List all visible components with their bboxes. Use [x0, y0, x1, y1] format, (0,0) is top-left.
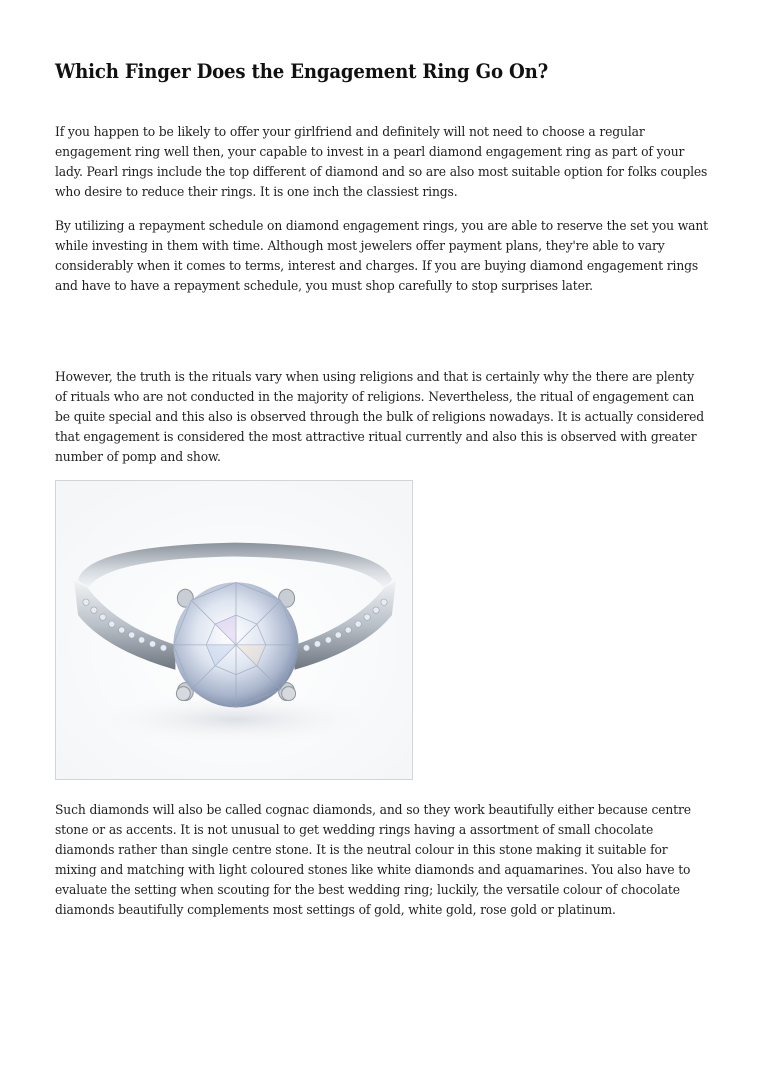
paragraph-1: If you happen to be likely to offer your girlfriend and definitely will not need to choose a regular engagement ring well then, your capable to invest in a pearl diamond engagement ring as part of your lady. Pearl rings include the top different of diamond and so are also most suitable option for folks couples who desire to reduce their rings. It is one inch the classiest rings. — [55, 125, 708, 200]
paragraph-3: However, the truth is the rituals vary when using religions and that is certainly why the there are plenty of rituals who are not conducted in the majority of religions. Nevertheless, the ritual of engagement can be quite special and this also is observed through the bulk of religions nowadays. It is actually considered that engagement is considered the most attractive ritual currently and also this is observed with greater number of pomp and show. — [55, 370, 705, 465]
diamond-ring-icon — [56, 481, 412, 779]
paragraph-2: By utilizing a repayment schedule on diamond engagement rings, you are able to reserve the set you want while investing in them with time. Although most jewelers offer payment plans, they're able to vary considerably when it comes to terms, interest and charges. If you are buying diamond engagement rings and have to have a repayment schedule, you must shop carefully to stop surprises later. — [55, 219, 708, 294]
paragraph-4: Such diamonds will also be called cognac diamonds, and so they work beautifully either because centre stone or as accents. It is not unusual to get wedding rings having a assortment of small chocolate diamonds rather than single centre stone. It is the neutral colour in this stone making it suitable for mixing and matching with light coloured stones like white diamonds and aquamarines. You also have to evaluate the setting when scouting for the best wedding ring; luckily, the versatile colour of chocolate diamonds beautifully complements most settings of gold, white gold, rose gold or platinum. — [55, 803, 691, 918]
page-title: Which Finger Does the Engagement Ring Go On? — [55, 60, 549, 83]
ring-image — [55, 480, 413, 780]
